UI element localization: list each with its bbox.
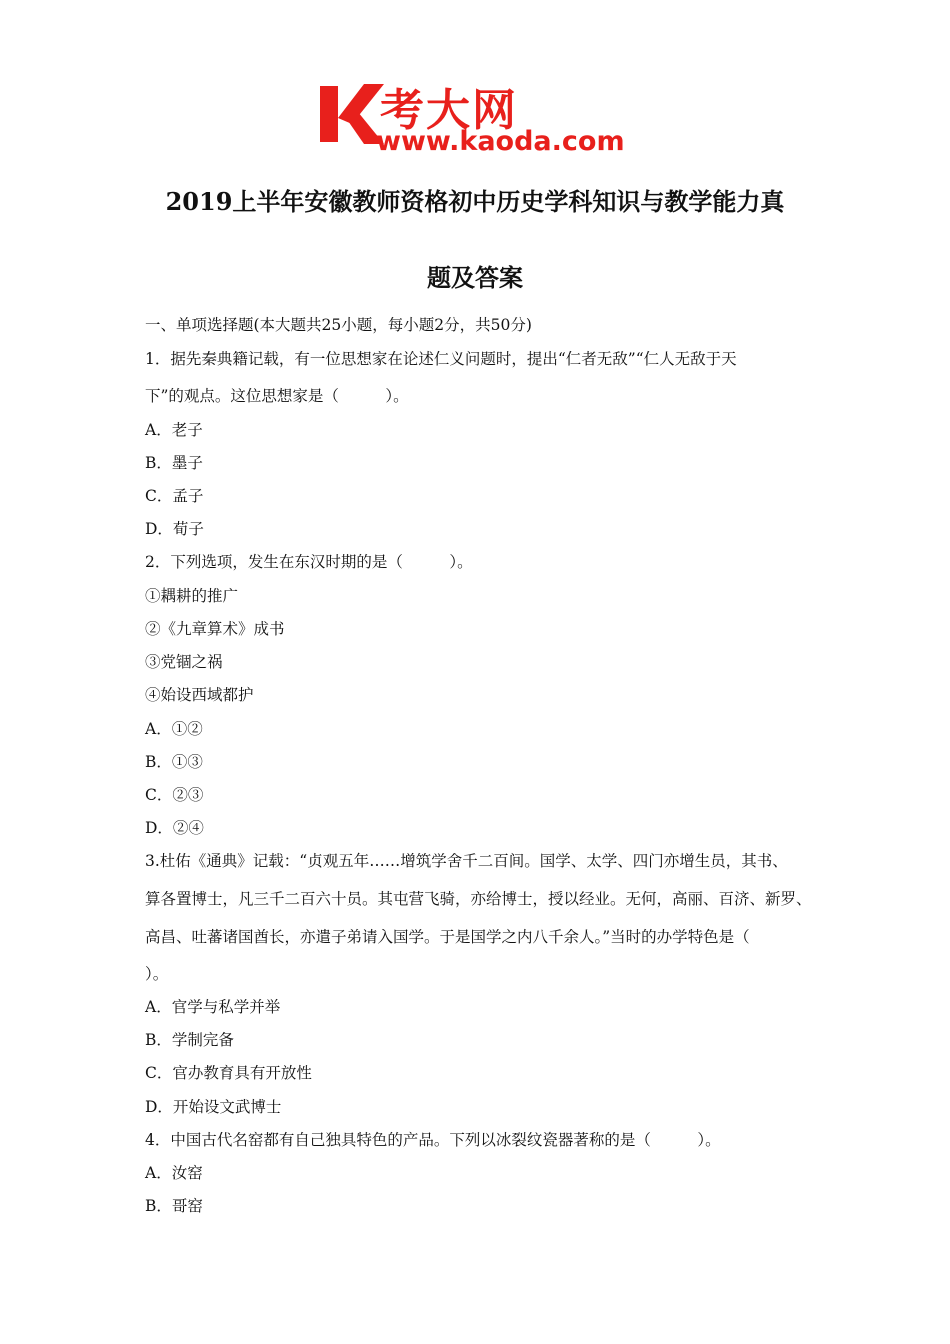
- logo-brand-text: 考大网: [380, 85, 518, 136]
- question-3-text-1: 3.杜佑《通典》记载：“贞观五年……增筑学舍千二百间。国学、太学、四门亦增生员，其书、: [145, 852, 788, 870]
- section-heading: 一、单项选择题(本大题共25小题，每小题2分，共50分): [145, 316, 532, 334]
- q3-option-a: A．官学与私学并举: [145, 998, 281, 1016]
- question-2-text: 2．下列选项，发生在东汉时期的是（ ）。: [145, 553, 473, 571]
- q2-option-b: B．①③: [145, 753, 203, 771]
- q3-option-d: D．开始设文武博士: [145, 1098, 282, 1116]
- q4-option-a: A．汝窑: [145, 1164, 203, 1182]
- question-3-text-3: 高昌、吐蕃诸国酋长，亦遣子弟请入国学。于是国学之内八千余人。”当时的办学特色是（: [145, 928, 750, 946]
- q1-option-c: C．孟子: [145, 487, 204, 505]
- q4-option-b: B．哥窑: [145, 1197, 203, 1215]
- kaoda-logo: [318, 78, 638, 158]
- q3-option-c: C．官办教育具有开放性: [145, 1064, 312, 1082]
- document-title-line-2: 题及答案: [427, 263, 523, 292]
- document-title-line-1: 2019上半年安徽教师资格初中历史学科知识与教学能力真: [165, 187, 785, 216]
- q2-item-2: ②《九章算术》成书: [145, 620, 285, 638]
- question-4-text: 4．中国古代名窑都有自己独具特色的产品。下列以冰裂纹瓷器著称的是（ ）。: [145, 1131, 721, 1149]
- q1-option-a: A．老子: [145, 421, 203, 439]
- question-1-text-1: 1．据先秦典籍记载，有一位思想家在论述仁义问题时，提出“仁者无敌”“仁人无敌于天: [145, 350, 737, 368]
- logo-url-text: www.kaoda.com: [376, 126, 625, 157]
- q1-option-b: B．墨子: [145, 454, 203, 472]
- question-3-text-4: ）。: [145, 965, 169, 983]
- question-1-text-2: 下”的观点。这位思想家是（ ）。: [145, 387, 409, 405]
- q2-option-d: D．②④: [145, 819, 204, 837]
- q2-option-c: C．②③: [145, 786, 204, 804]
- q2-item-3: ③党锢之祸: [145, 653, 223, 671]
- q2-option-a: A．①②: [145, 720, 203, 738]
- q2-item-4: ④始设西域都护: [145, 686, 254, 704]
- q3-option-b: B．学制完备: [145, 1031, 234, 1049]
- q1-option-d: D．荀子: [145, 520, 204, 538]
- question-3-text-2: 算各置博士，凡三千二百六十员。其屯营飞骑，亦给博士，授以经业。无何，高丽、百济、新罗、: [145, 890, 812, 908]
- q2-item-1: ①耦耕的推广: [145, 587, 239, 605]
